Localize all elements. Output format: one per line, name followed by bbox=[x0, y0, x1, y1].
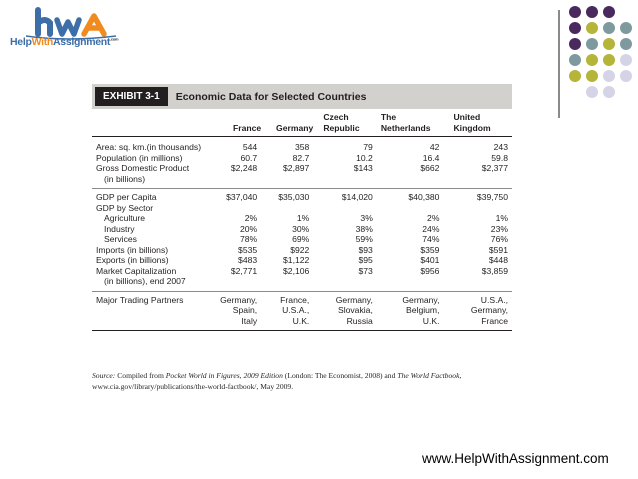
table-row-gdp bbox=[92, 163, 512, 189]
row-label: Population (in millions) bbox=[96, 152, 183, 163]
table-row-population bbox=[92, 153, 512, 164]
cell-netherlands: 74% bbox=[422, 234, 440, 244]
table-row-area bbox=[92, 137, 512, 153]
header-blank bbox=[92, 112, 210, 137]
row-label: Imports (in billions) bbox=[96, 244, 169, 255]
cell-uk: 1% bbox=[495, 213, 508, 223]
source-book: Pocket World in Figures, 2009 Edition bbox=[165, 371, 283, 380]
table-header-row bbox=[92, 112, 512, 137]
cell-uk: 23% bbox=[490, 223, 508, 234]
cell-czech: $14,020 bbox=[313, 189, 377, 203]
col-header-united-kingdom: United Kingdom bbox=[443, 112, 512, 137]
cell-germany: $35,030 bbox=[261, 189, 313, 203]
row-label: Industry bbox=[104, 223, 135, 234]
row-label: Exports (in billions) bbox=[96, 255, 169, 265]
cell-netherlands: $662 bbox=[420, 163, 440, 173]
cell-uk: $3,859 bbox=[481, 265, 508, 276]
dot-row-1 bbox=[569, 6, 615, 18]
cell-czech: 10.2 bbox=[356, 152, 373, 163]
cell-czech: $143 bbox=[353, 163, 373, 173]
row-label: Agriculture bbox=[104, 213, 146, 223]
logo-text-assignment: Assignment bbox=[53, 36, 111, 48]
exhibit-3-1 bbox=[92, 84, 512, 331]
helpwithassignment-logo[interactable] bbox=[8, 6, 136, 56]
cell-france: 544 bbox=[242, 142, 258, 152]
cell-czech: 3% bbox=[360, 213, 373, 223]
dot-row-5 bbox=[569, 70, 632, 82]
cell-france: $535 bbox=[238, 244, 258, 255]
cell-netherlands: Germany, Belgium, U.K. bbox=[377, 291, 444, 331]
decorative-vertical-line bbox=[558, 10, 560, 118]
cell-netherlands: $956 bbox=[420, 265, 440, 276]
cell-france: 20% bbox=[239, 223, 258, 234]
cell-france: $37,040 bbox=[210, 189, 261, 203]
cell-czech: 59% bbox=[355, 234, 373, 244]
cell-netherlands: 42 bbox=[429, 142, 440, 152]
cell-czech: 38% bbox=[355, 223, 373, 234]
source-prefix: Source: bbox=[92, 371, 116, 380]
cell-germany: $2,897 bbox=[283, 163, 310, 173]
row-label: GDP per Capita bbox=[92, 189, 210, 203]
logo-text-help: Help bbox=[10, 36, 32, 48]
cell-uk: $448 bbox=[488, 255, 508, 265]
cell-germany: $1,122 bbox=[283, 255, 310, 265]
website-link[interactable]: www.HelpWithAssignment.com bbox=[422, 451, 609, 466]
cell-netherlands: $40,380 bbox=[377, 189, 444, 203]
source-text-2: (London: The Economist, 2008) and bbox=[282, 371, 398, 380]
dot-row-3 bbox=[569, 38, 632, 50]
cell-france: 60.7 bbox=[240, 152, 258, 163]
cell-netherlands: 16.4 bbox=[422, 152, 440, 163]
cell-france: 78% bbox=[239, 234, 258, 244]
col-header-czech-republic: Czech Republic bbox=[313, 112, 377, 137]
cell-germany: 30% bbox=[292, 223, 310, 234]
row-label: Gross Domestic Product (in billions) bbox=[96, 163, 190, 184]
exhibit-tag: EXHIBIT 3-1 bbox=[95, 87, 168, 106]
source-text-1: Compiled from bbox=[115, 371, 166, 380]
logo-text-suffix: .com bbox=[110, 36, 119, 42]
cell-france: 2% bbox=[244, 213, 258, 223]
row-label: Area: sq. km.(in thousands) bbox=[96, 142, 202, 152]
cell-france: $2,248 bbox=[230, 163, 258, 173]
cell-germany: 82.7 bbox=[292, 152, 310, 163]
cell-uk: 76% bbox=[490, 234, 508, 244]
cell-germany: 1% bbox=[296, 213, 310, 223]
row-label: Market Capitalization (in billions), end 2007 bbox=[96, 265, 186, 286]
source-text-3: , www.cia.gov/library/publications/the-world-factbook/, May 2009. bbox=[92, 371, 462, 391]
cell-germany: 69% bbox=[292, 234, 310, 244]
col-header-germany: Germany bbox=[261, 112, 313, 137]
table-row-trading-partners bbox=[92, 291, 512, 331]
table-row-gdp-per-capita bbox=[92, 189, 512, 203]
cell-netherlands: 2% bbox=[427, 213, 440, 223]
cell-germany: 358 bbox=[294, 142, 310, 152]
cell-france: $483 bbox=[238, 255, 258, 265]
row-label: Services bbox=[104, 234, 137, 244]
table-row-exports bbox=[92, 255, 512, 266]
col-header-netherlands: The Netherlands bbox=[377, 112, 444, 137]
row-label: Major Trading Partners bbox=[92, 291, 210, 331]
source-note bbox=[92, 371, 522, 392]
cell-uk: $2,377 bbox=[481, 163, 508, 173]
cell-uk: 243 bbox=[493, 142, 508, 152]
exhibit-header bbox=[92, 84, 512, 109]
table-row-market-cap bbox=[92, 266, 512, 292]
cell-czech: Germany, Slovakia, Russia bbox=[313, 291, 377, 331]
cell-germany: France, U.S.A., U.K. bbox=[261, 291, 313, 331]
cell-france: Germany, Spain, Italy bbox=[210, 291, 261, 331]
cell-uk: $591 bbox=[488, 244, 508, 255]
table-row-agriculture bbox=[92, 213, 512, 224]
cell-netherlands: 24% bbox=[422, 223, 440, 234]
cell-uk: $39,750 bbox=[443, 189, 512, 203]
cell-netherlands: $359 bbox=[420, 244, 440, 255]
cell-germany: $922 bbox=[290, 244, 310, 255]
cell-netherlands: $401 bbox=[420, 255, 440, 265]
table-row-services bbox=[92, 234, 512, 245]
dot-row-2 bbox=[569, 22, 632, 34]
cell-czech: $95 bbox=[358, 255, 373, 265]
col-header-france: France bbox=[210, 112, 261, 137]
economic-data-table bbox=[92, 112, 512, 331]
cell-germany: $2,106 bbox=[283, 265, 310, 276]
cell-czech: $93 bbox=[358, 244, 373, 255]
cell-france: $2,771 bbox=[230, 265, 258, 276]
table-row-imports bbox=[92, 245, 512, 256]
logo-tagline bbox=[10, 36, 118, 48]
table-row-industry bbox=[92, 224, 512, 235]
cell-uk: U.S.A., Germany, France bbox=[443, 291, 512, 331]
cell-czech: 79 bbox=[363, 142, 373, 152]
row-label: GDP by Sector bbox=[96, 202, 154, 213]
exhibit-title: Economic Data for Selected Countries bbox=[175, 90, 367, 103]
source-factbook: The World Factbook bbox=[397, 371, 460, 380]
dot-row-4 bbox=[569, 54, 632, 66]
logo-text-with: With bbox=[31, 36, 54, 48]
cell-uk: 59.8 bbox=[491, 152, 508, 163]
dot-row-6 bbox=[586, 86, 615, 98]
table-row-gdp-by-sector bbox=[92, 203, 512, 214]
cell-czech: $73 bbox=[358, 265, 373, 276]
